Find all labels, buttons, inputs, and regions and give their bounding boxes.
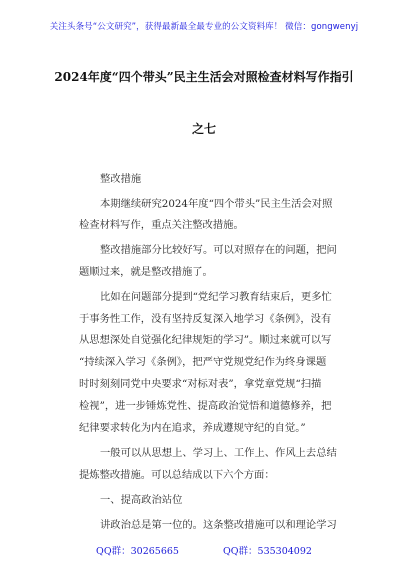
subsection-heading: 一、提高政治站位 [100,494,183,506]
body-line: 纪律要求转化为内在追求，养成遵规守纪的自觉。” [79,422,306,434]
body-line: 检查材料写作，重点关注整改措施。 [79,219,244,231]
body-line: 时时刻刻同党中央要求“对标对表”，拿党章党规“扫描 [79,378,322,390]
body-line: 题顺过来，就是整改措施了。 [79,266,213,278]
body-line: 比如在问题部分提到“党纪学习教育结束后，更多忙 [100,291,332,303]
body-line: 检视”，进一步锤炼党性、提高政治觉悟和道德修养，把 [79,400,332,412]
section-heading: 整改措施 [100,173,142,185]
body-line: 整改措施部分比较好写。可以对照存在的问题，把问 [100,244,337,256]
body-line: 讲政治总是第一位的。这条整改措施可以和理论学习 [100,519,337,531]
body-line: 从思想深处自觉强化纪律规矩的学习”。顺过来就可以写 [79,334,332,346]
document-title: 2024年度“四个带头”民主生活会对照检查材料写作指引 [54,70,354,84]
promo-banner: 关注头条号“公文研究”，获得最新最全最专业的公文资料库！ 微信：gongwenyj [49,22,359,32]
body-line: “持续深入学习《条例》，把严守党规党纪作为终身课题 [79,356,327,368]
footer-contacts [0,543,408,557]
body-line: 于事务性工作，没有坚持反复深入地学习《条例》，没有 [79,313,332,325]
body-line: 本期继续研究2024年度“四个带头”民主生活会对照 [100,198,333,210]
qq-group-1: QQ群：30265665 [96,546,179,557]
qq-group-2: QQ群：535304092 [222,546,312,557]
document-title-continuation: 之七 [191,122,216,136]
body-line: 一般可以从思想上、学习上、工作上、作风上去总结 [100,447,337,459]
body-line: 提炼整改措施。可以总结成以下六个方面： [79,469,275,481]
